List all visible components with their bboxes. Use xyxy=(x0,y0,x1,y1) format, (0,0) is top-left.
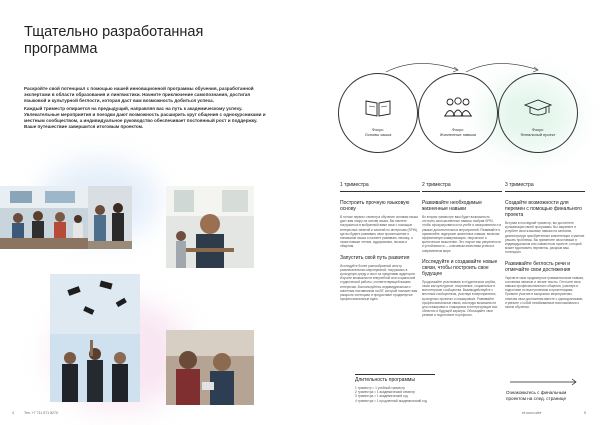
duration-item: 4 триместра = 1 продленный академический год xyxy=(355,398,427,403)
arrow-right-icon xyxy=(508,378,580,386)
duration-item: 2 триместра = 1 академический семестр xyxy=(355,390,416,395)
photo-friends xyxy=(166,330,254,405)
block-title: Построить прочную языковую основу xyxy=(340,200,410,212)
focus-label-2: Фокус: Жизненные навыки xyxy=(439,127,477,137)
block-body: В потоке первого семестра обучение основам языка даст вам опору на основе языка. Вы начнете погружаться в выбранный вами язык с помощью интересных занятий и занятий по интересам (SPIN), где вы будете развивать свои произношение и понимание языка и начнете развивать лексику, а также навыки чтения, аудирования, письма и общения. xyxy=(340,215,418,249)
intro-text xyxy=(24,86,270,132)
next-page-link[interactable]: Ознакомьтесь с финальным проектом на след. странице xyxy=(506,390,567,401)
intro-paragraph-2: Каждый триместр опирается на предыдущий, направляя вас на путь к академическому успеху. Увлекательные мероприятия и поездки дают возможность расширить круг общения с однокурсниками и местным сообществом, а индивидуальное руководство обеспечивает постоянный рост и поддержку. Ваше путешествие завершится итоговым проектом. xyxy=(24,106,266,129)
trimester-head: 2 триместра xyxy=(422,182,502,192)
focus-label-3: Фокус: Финальный проект xyxy=(520,127,556,137)
block-body: Во втором триместре ваш будет возможность отточить свои жизненные навыки, выбрав SPIN, чтобы сфокусироваться на учебе и саморазвитии и в рамках дополнительных мероприятий. Развивайте и применяйте лидерские жизненные навыки, включая эффективную коммуникацию, творческое и критическое мышление. Это научит вас уверенности и устойчивости — ключевым качествам успеха в современном мире. xyxy=(422,215,502,253)
block-title: Исследуйте и создавайте новые связи, чтобы построить свое будущее xyxy=(422,258,498,277)
duration-title: Длительность программы xyxy=(355,374,435,383)
right-page xyxy=(300,0,600,425)
graduation-cap-icon xyxy=(523,98,553,118)
block-body: Продолжайте участвовать в студенческих клубах, таких как культурные, спортивные, социальные и волонтерские сообщества. Взаимодействуйте с местным сообществом, участвуя в мероприятиях, культурных проектах и стажировках. Развивайте профессиональные связи, исследуя возможности для стажировки и стажировок в интересующих вас областях и будущей карьеры. Обогащайте свое резюме и подготовьте портфолио. xyxy=(422,279,498,318)
photo-classroom xyxy=(0,186,88,249)
block-title: Запустить свой путь развития xyxy=(340,254,410,261)
focus-label-1: Фокус: Основы языка xyxy=(364,127,392,137)
program-duration xyxy=(355,374,435,403)
intro-paragraph-1: Раскройте свой потенциал с помощью нашей инновационной программы обучения, разработанной экспертами в области образования и лингвистики. Начните приключение самопознания, достигая языковой и культурной беглости, которая даст вам возможность добиться успеха. xyxy=(24,86,254,103)
block-title: Создайте возможности для перемен с помощью финального проекта xyxy=(505,200,582,218)
page-title: Тщательно разработанная программа xyxy=(24,24,204,57)
block-title: Развивайте необходимые жизненные навыки xyxy=(422,200,482,212)
footer-phone: Тел. +7 711 571 8270 xyxy=(24,411,58,415)
focus-circles xyxy=(338,60,578,160)
block-body: Вступая в последний триместр, вы достигнете кульминации своей программы. Вы закрепите и углубите свои языковые навыки на занятиях, демонстрируя приобретенные компетенции и умение решать проблемы. Вы примените свои навыки в индивидуальном или совместном проекте, который может вдохновить перемены, раскрыв ваш потенциал. xyxy=(505,221,585,255)
page-number-right: 5 xyxy=(584,411,586,415)
photo-student-smiling xyxy=(166,186,254,268)
trimester-column-3 xyxy=(505,182,585,315)
block-body: Исследуйте более разнообразный спектр развлекательных мероприятий, погружаясь в культурную среду и опыт за пределами аудитории. Изучите возможности внеучебной или социальной студенческой работы, соответствующей вашим интересам. Воспользуйтесь индивидуальным и анкетным наставником на BF, который поможет вам раскрыть потенциал и предоставит продвинутые профессиональные идеи. xyxy=(340,263,418,302)
block-title: Развивайте беглость речи и отмечайте свои достижения xyxy=(505,260,571,273)
block-body: Укрепите свои продвинутые грамматические навыки, составляя связные и четкие тексты. Отточите свои навыки профессионального общения, участвуя в подготовке по выступлениям и презентациям. Примите участие в выпускных мероприятиях, отмечая свои достижения вместе с однокурсниками, и увезите с собой незабываемые воспоминания о своем обучении. xyxy=(505,275,584,310)
photo-group xyxy=(88,186,132,249)
trimester-head: 3 триместра xyxy=(505,182,585,192)
trimester-column-2 xyxy=(422,182,502,324)
duration-item: 1 триместр = 1 учебный триместр xyxy=(355,386,406,390)
book-icon xyxy=(364,98,392,118)
trimester-head: 1 триместра xyxy=(340,182,420,192)
duration-item: 3 триместра = 1 академический год xyxy=(355,394,408,399)
photo-graduation xyxy=(50,274,140,402)
people-icon xyxy=(442,96,474,118)
page-number-left: 4 xyxy=(12,411,14,415)
footer-site: ef.com.ru/ee xyxy=(522,411,542,415)
trimester-column-1 xyxy=(340,182,420,307)
